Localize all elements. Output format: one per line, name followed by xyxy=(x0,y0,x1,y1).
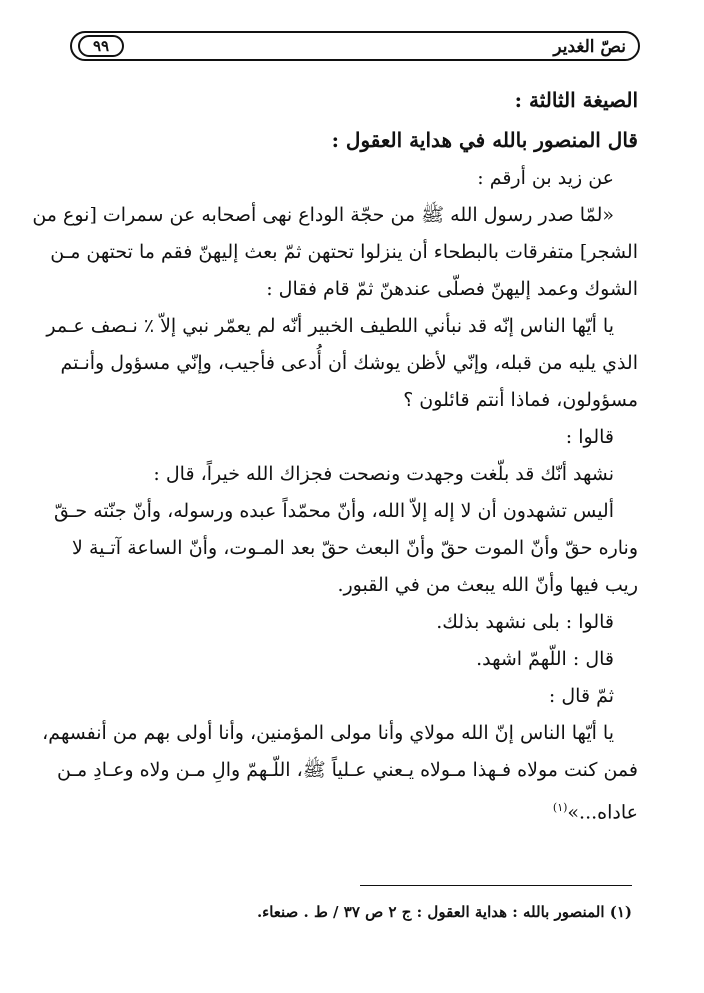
text-line: نشهد أنّك قد بلّغت وجهدت ونصحت فجزاك الله خيراً، قال : xyxy=(153,463,614,485)
footnote-separator xyxy=(360,885,632,886)
text-line: الشوك وعمد إليهنّ فصلّى عندهنّ ثمّ قام فقال : xyxy=(266,278,638,300)
text-line: قال : اللّهمّ اشهد. xyxy=(476,648,614,670)
page-number: ٩٩ xyxy=(78,35,124,57)
running-header xyxy=(70,31,640,61)
text-line-content: عاداه...» xyxy=(567,801,638,824)
text-line: مسؤولون، فماذا أنتم قائلون ؟ xyxy=(403,389,638,411)
text-line: ثمّ قال : xyxy=(548,685,614,707)
text-line: «لمّا صدر رسول الله ﷺ من حجّة الوداع نهى أصحابه عن سمرات [نوع من xyxy=(32,204,614,226)
text-line: الذي يليه من قبله، وإنّي لأظن يوشك أن أُدعى فأجيب، وإنّي مسؤول وأنـتم xyxy=(60,352,638,374)
text-line: عن زيد بن أرقم : xyxy=(477,167,614,189)
text-line: يا أيّها الناس إنّ الله مولاي وأنا مولى المؤمنين، وأنا أولى بهم من أنفسهم، xyxy=(42,722,614,744)
header-title: نصّ الغدير xyxy=(553,37,626,57)
footnote: (١) المنصور بالله : هداية العقول : ج ٢ ص ٣٧ / ط . صنعاء. xyxy=(256,903,632,921)
text-line: وناره حقّ وأنّ الموت حقّ وأنّ البعث حقّ بعد المـوت، وأنّ الساعة آتـية لا xyxy=(72,537,638,559)
text-line: قالوا : xyxy=(565,426,614,448)
text-line: أليس تشهدون أن لا إله إلاّ الله، وأنّ محمّداً عبده ورسوله، وأنّ جنّته حـقّ xyxy=(54,500,614,522)
text-line: ريب فيها وأنّ الله يبعث من في القبور. xyxy=(337,574,638,596)
source-heading: قال المنصور بالله في هداية العقول : xyxy=(331,128,638,152)
text-line: قالوا : بلى نشهد بذلك. xyxy=(436,611,614,633)
text-line: الشجر] متفرقات بالبطحاء أن ينزلوا تحتهن ثمّ بعث إليهنّ فقم ما تحتهن مـن xyxy=(50,241,638,263)
text-line: فمن كنت مولاه فـهذا مـولاه يـعني عـلياً ﷺ، اللّـهمّ والِ مـن ولاه وعـادِ مـن xyxy=(57,759,638,781)
text-line xyxy=(72,789,638,831)
text-line: يا أيّها الناس إنّه قد نبأني اللطيف الخبير أنّه لم يعمّر نبي إلاّ ٪ نـصف عـمر xyxy=(46,315,614,337)
footnote-marker: (١) xyxy=(552,801,568,814)
section-heading: الصيغة الثالثة : xyxy=(514,88,638,112)
page-body xyxy=(32,80,638,831)
